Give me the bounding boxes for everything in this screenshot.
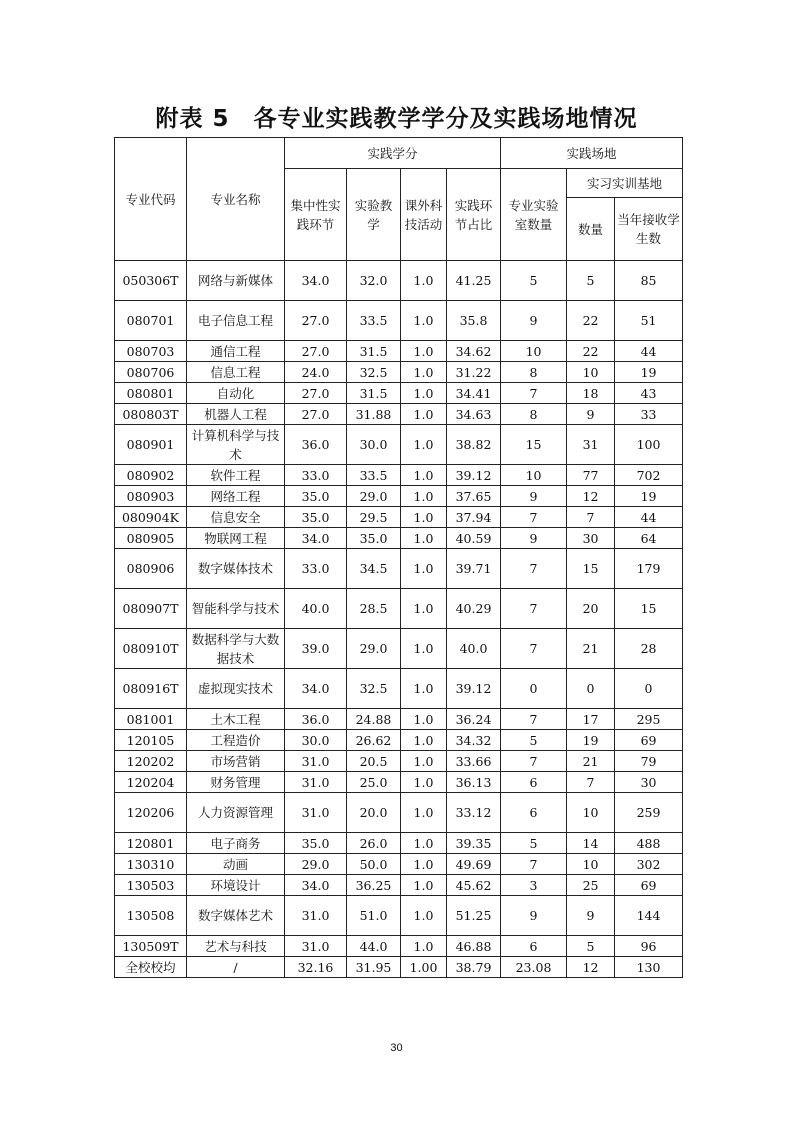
cell-code: 130508 (115, 896, 187, 936)
cell-name: 信息安全 (187, 507, 285, 528)
cell-experiment: 20.0 (347, 793, 401, 833)
cell-base-count: 12 (567, 486, 615, 507)
cell-base-count: 20 (567, 589, 615, 629)
cell-name: 工程造价 (187, 730, 285, 751)
cell-ratio: 35.8 (447, 301, 501, 341)
cell-experiment: 31.5 (347, 341, 401, 362)
cell-code: 080910T (115, 629, 187, 669)
cell-base-count: 10 (567, 362, 615, 383)
cell-concentrated: 29.0 (285, 854, 347, 875)
cell-concentrated: 35.0 (285, 486, 347, 507)
cell-base-count: 5 (567, 936, 615, 957)
cell-name: 软件工程 (187, 465, 285, 486)
header-students: 当年接收学生数 (615, 198, 683, 261)
cell-ratio: 46.88 (447, 936, 501, 957)
table-row (115, 936, 683, 957)
cell-base-count: 9 (567, 404, 615, 425)
cell-students: 64 (615, 528, 683, 549)
cell-ratio: 38.82 (447, 425, 501, 465)
cell-students: 19 (615, 362, 683, 383)
table-row (115, 751, 683, 772)
cell-name: 数据科学与大数据技术 (187, 629, 285, 669)
cell-code: 120801 (115, 833, 187, 854)
cell-code: 080801 (115, 383, 187, 404)
cell-extracurricular: 1.0 (401, 528, 447, 549)
cell-extracurricular: 1.0 (401, 896, 447, 936)
cell-base-count: 7 (567, 507, 615, 528)
cell-lab-count: 7 (501, 751, 567, 772)
cell-concentrated: 31.0 (285, 936, 347, 957)
cell-name: 网络与新媒体 (187, 261, 285, 301)
cell-students: 79 (615, 751, 683, 772)
cell-base-count: 31 (567, 425, 615, 465)
header-practice-sites: 实践场地 (501, 138, 683, 169)
cell-extracurricular: 1.0 (401, 709, 447, 730)
cell-students: 85 (615, 261, 683, 301)
cell-base-count: 25 (567, 875, 615, 896)
cell-lab-count: 3 (501, 875, 567, 896)
cell-lab-count: 23.08 (501, 957, 567, 978)
cell-name: 自动化 (187, 383, 285, 404)
cell-experiment: 29.0 (347, 629, 401, 669)
header-practice-credits: 实践学分 (285, 138, 501, 169)
cell-name: 数字媒体技术 (187, 549, 285, 589)
cell-code: 080902 (115, 465, 187, 486)
cell-lab-count: 6 (501, 936, 567, 957)
cell-extracurricular: 1.0 (401, 833, 447, 854)
cell-lab-count: 7 (501, 549, 567, 589)
cell-students: 69 (615, 730, 683, 751)
cell-ratio: 40.0 (447, 629, 501, 669)
cell-name: 通信工程 (187, 341, 285, 362)
cell-extracurricular: 1.0 (401, 793, 447, 833)
cell-ratio: 33.12 (447, 793, 501, 833)
cell-code: 080706 (115, 362, 187, 383)
cell-extracurricular: 1.0 (401, 549, 447, 589)
cell-experiment: 51.0 (347, 896, 401, 936)
cell-ratio: 39.12 (447, 465, 501, 486)
cell-extracurricular: 1.0 (401, 486, 447, 507)
cell-extracurricular: 1.0 (401, 383, 447, 404)
table-row (115, 730, 683, 751)
table-row (115, 772, 683, 793)
cell-base-count: 22 (567, 301, 615, 341)
cell-base-count: 21 (567, 629, 615, 669)
cell-name: 虚拟现实技术 (187, 669, 285, 709)
table-row (115, 709, 683, 730)
cell-base-count: 7 (567, 772, 615, 793)
cell-extracurricular: 1.00 (401, 957, 447, 978)
cell-ratio: 40.29 (447, 589, 501, 629)
cell-base-count: 77 (567, 465, 615, 486)
cell-base-count: 5 (567, 261, 615, 301)
cell-experiment: 34.5 (347, 549, 401, 589)
table-row (115, 528, 683, 549)
cell-concentrated: 34.0 (285, 669, 347, 709)
cell-lab-count: 9 (501, 528, 567, 549)
table-row (115, 896, 683, 936)
cell-lab-count: 6 (501, 772, 567, 793)
cell-code: 080905 (115, 528, 187, 549)
cell-extracurricular: 1.0 (401, 465, 447, 486)
cell-lab-count: 5 (501, 730, 567, 751)
cell-ratio: 34.41 (447, 383, 501, 404)
cell-students: 30 (615, 772, 683, 793)
cell-experiment: 31.88 (347, 404, 401, 425)
cell-concentrated: 35.0 (285, 507, 347, 528)
table-row (115, 425, 683, 465)
cell-lab-count: 6 (501, 793, 567, 833)
cell-experiment: 29.0 (347, 486, 401, 507)
cell-base-count: 18 (567, 383, 615, 404)
cell-extracurricular: 1.0 (401, 362, 447, 383)
cell-extracurricular: 1.0 (401, 730, 447, 751)
cell-experiment: 35.0 (347, 528, 401, 549)
cell-concentrated: 30.0 (285, 730, 347, 751)
cell-concentrated: 27.0 (285, 341, 347, 362)
cell-students: 100 (615, 425, 683, 465)
cell-code: 120202 (115, 751, 187, 772)
table-row (115, 341, 683, 362)
cell-name: 市场营销 (187, 751, 285, 772)
cell-extracurricular: 1.0 (401, 261, 447, 301)
header-lab-count: 专业实验室数量 (501, 169, 567, 261)
cell-extracurricular: 1.0 (401, 629, 447, 669)
cell-lab-count: 9 (501, 896, 567, 936)
cell-lab-count: 10 (501, 465, 567, 486)
cell-experiment: 32.0 (347, 261, 401, 301)
cell-students: 0 (615, 669, 683, 709)
cell-base-count: 21 (567, 751, 615, 772)
cell-code: 130509T (115, 936, 187, 957)
cell-lab-count: 8 (501, 362, 567, 383)
cell-experiment: 26.0 (347, 833, 401, 854)
cell-concentrated: 32.16 (285, 957, 347, 978)
cell-name: 环境设计 (187, 875, 285, 896)
cell-ratio: 36.13 (447, 772, 501, 793)
header-ratio: 实践环节占比 (447, 169, 501, 261)
cell-experiment: 50.0 (347, 854, 401, 875)
cell-extracurricular: 1.0 (401, 425, 447, 465)
table-row (115, 486, 683, 507)
cell-name: 财务管理 (187, 772, 285, 793)
cell-experiment: 30.0 (347, 425, 401, 465)
cell-code: 080803T (115, 404, 187, 425)
cell-concentrated: 34.0 (285, 875, 347, 896)
cell-extracurricular: 1.0 (401, 854, 447, 875)
cell-concentrated: 27.0 (285, 383, 347, 404)
cell-concentrated: 24.0 (285, 362, 347, 383)
cell-base-count: 14 (567, 833, 615, 854)
cell-base-count: 10 (567, 854, 615, 875)
cell-experiment: 20.5 (347, 751, 401, 772)
cell-extracurricular: 1.0 (401, 772, 447, 793)
cell-name: 人力资源管理 (187, 793, 285, 833)
cell-ratio: 41.25 (447, 261, 501, 301)
cell-code: 080906 (115, 549, 187, 589)
cell-students: 33 (615, 404, 683, 425)
cell-ratio: 38.79 (447, 957, 501, 978)
cell-lab-count: 7 (501, 383, 567, 404)
cell-name: 计算机科学与技术 (187, 425, 285, 465)
cell-code: 080907T (115, 589, 187, 629)
cell-lab-count: 5 (501, 261, 567, 301)
cell-ratio: 51.25 (447, 896, 501, 936)
cell-concentrated: 34.0 (285, 261, 347, 301)
cell-lab-count: 7 (501, 709, 567, 730)
table-row (115, 833, 683, 854)
cell-students: 259 (615, 793, 683, 833)
cell-lab-count: 10 (501, 341, 567, 362)
cell-concentrated: 31.0 (285, 793, 347, 833)
cell-name: 物联网工程 (187, 528, 285, 549)
cell-base-count: 9 (567, 896, 615, 936)
cell-name: 电子商务 (187, 833, 285, 854)
header-name: 专业名称 (187, 138, 285, 261)
cell-code: 080904K (115, 507, 187, 528)
cell-concentrated: 31.0 (285, 751, 347, 772)
cell-experiment: 31.5 (347, 383, 401, 404)
cell-concentrated: 36.0 (285, 709, 347, 730)
cell-extracurricular: 1.0 (401, 751, 447, 772)
cell-name: 土木工程 (187, 709, 285, 730)
cell-concentrated: 36.0 (285, 425, 347, 465)
cell-concentrated: 31.0 (285, 896, 347, 936)
cell-ratio: 37.65 (447, 486, 501, 507)
cell-code: 130503 (115, 875, 187, 896)
cell-students: 51 (615, 301, 683, 341)
page-title: 附表 5 各专业实践教学学分及实践场地情况 (155, 106, 638, 132)
table-row (115, 669, 683, 709)
cell-extracurricular: 1.0 (401, 341, 447, 362)
cell-experiment: 29.5 (347, 507, 401, 528)
header-experiment: 实验教学 (347, 169, 401, 261)
cell-base-count: 15 (567, 549, 615, 589)
cell-code: 081001 (115, 709, 187, 730)
cell-code: 080916T (115, 669, 187, 709)
table-row (115, 957, 683, 978)
table-row (115, 261, 683, 301)
cell-extracurricular: 1.0 (401, 507, 447, 528)
cell-students: 130 (615, 957, 683, 978)
cell-concentrated: 35.0 (285, 833, 347, 854)
table-row (115, 404, 683, 425)
header-base-group: 实习实训基地 (567, 169, 683, 198)
cell-ratio: 40.59 (447, 528, 501, 549)
table-row (115, 549, 683, 589)
table-row (115, 507, 683, 528)
cell-experiment: 25.0 (347, 772, 401, 793)
cell-students: 15 (615, 589, 683, 629)
cell-lab-count: 7 (501, 507, 567, 528)
cell-name: 网络工程 (187, 486, 285, 507)
cell-name: 机器人工程 (187, 404, 285, 425)
cell-concentrated: 40.0 (285, 589, 347, 629)
cell-experiment: 33.5 (347, 301, 401, 341)
cell-students: 295 (615, 709, 683, 730)
cell-code: 120206 (115, 793, 187, 833)
table-row (115, 465, 683, 486)
cell-extracurricular: 1.0 (401, 875, 447, 896)
header-extracurricular: 课外科技活动 (401, 169, 447, 261)
cell-name: 艺术与科技 (187, 936, 285, 957)
cell-students: 702 (615, 465, 683, 486)
cell-experiment: 26.62 (347, 730, 401, 751)
cell-students: 28 (615, 629, 683, 669)
cell-name: / (187, 957, 285, 978)
cell-extracurricular: 1.0 (401, 589, 447, 629)
table-row (115, 362, 683, 383)
page-number: 30 (390, 1042, 403, 1054)
cell-experiment: 24.88 (347, 709, 401, 730)
table-row (115, 589, 683, 629)
cell-experiment: 28.5 (347, 589, 401, 629)
cell-experiment: 32.5 (347, 362, 401, 383)
cell-ratio: 45.62 (447, 875, 501, 896)
cell-students: 19 (615, 486, 683, 507)
cell-concentrated: 34.0 (285, 528, 347, 549)
cell-experiment: 32.5 (347, 669, 401, 709)
cell-lab-count: 9 (501, 486, 567, 507)
cell-students: 144 (615, 896, 683, 936)
cell-code: 130310 (115, 854, 187, 875)
cell-experiment: 36.25 (347, 875, 401, 896)
cell-base-count: 30 (567, 528, 615, 549)
cell-extracurricular: 1.0 (401, 669, 447, 709)
cell-lab-count: 7 (501, 629, 567, 669)
cell-code: 080703 (115, 341, 187, 362)
cell-code: 120105 (115, 730, 187, 751)
cell-ratio: 31.22 (447, 362, 501, 383)
table-row (115, 383, 683, 404)
table-row (115, 875, 683, 896)
cell-students: 69 (615, 875, 683, 896)
cell-name: 智能科学与技术 (187, 589, 285, 629)
cell-extracurricular: 1.0 (401, 301, 447, 341)
cell-base-count: 10 (567, 793, 615, 833)
cell-ratio: 39.12 (447, 669, 501, 709)
cell-base-count: 0 (567, 669, 615, 709)
cell-name: 数字媒体艺术 (187, 896, 285, 936)
cell-base-count: 12 (567, 957, 615, 978)
cell-concentrated: 31.0 (285, 772, 347, 793)
cell-experiment: 31.95 (347, 957, 401, 978)
cell-concentrated: 27.0 (285, 301, 347, 341)
cell-code: 120204 (115, 772, 187, 793)
cell-code: 080701 (115, 301, 187, 341)
table-row (115, 629, 683, 669)
cell-lab-count: 9 (501, 301, 567, 341)
cell-ratio: 33.66 (447, 751, 501, 772)
cell-students: 44 (615, 507, 683, 528)
cell-code: 080901 (115, 425, 187, 465)
header-base-count: 数量 (567, 198, 615, 261)
cell-name: 信息工程 (187, 362, 285, 383)
cell-name: 动画 (187, 854, 285, 875)
cell-code: 全校校均 (115, 957, 187, 978)
cell-ratio: 34.32 (447, 730, 501, 751)
table-row (115, 854, 683, 875)
cell-lab-count: 5 (501, 833, 567, 854)
cell-students: 488 (615, 833, 683, 854)
cell-ratio: 39.71 (447, 549, 501, 589)
cell-concentrated: 33.0 (285, 549, 347, 589)
cell-extracurricular: 1.0 (401, 936, 447, 957)
cell-concentrated: 39.0 (285, 629, 347, 669)
cell-code: 080903 (115, 486, 187, 507)
cell-experiment: 44.0 (347, 936, 401, 957)
cell-name: 电子信息工程 (187, 301, 285, 341)
cell-lab-count: 15 (501, 425, 567, 465)
cell-ratio: 34.63 (447, 404, 501, 425)
cell-ratio: 36.24 (447, 709, 501, 730)
cell-ratio: 49.69 (447, 854, 501, 875)
cell-lab-count: 0 (501, 669, 567, 709)
cell-base-count: 19 (567, 730, 615, 751)
cell-experiment: 33.5 (347, 465, 401, 486)
cell-ratio: 39.35 (447, 833, 501, 854)
practice-table (114, 137, 683, 978)
cell-concentrated: 33.0 (285, 465, 347, 486)
cell-ratio: 37.94 (447, 507, 501, 528)
table-row (115, 793, 683, 833)
cell-students: 44 (615, 341, 683, 362)
header-concentrated: 集中性实践环节 (285, 169, 347, 261)
table-row (115, 301, 683, 341)
cell-lab-count: 7 (501, 854, 567, 875)
cell-students: 96 (615, 936, 683, 957)
cell-extracurricular: 1.0 (401, 404, 447, 425)
cell-students: 43 (615, 383, 683, 404)
cell-lab-count: 8 (501, 404, 567, 425)
header-code: 专业代码 (115, 138, 187, 261)
cell-code: 050306T (115, 261, 187, 301)
cell-students: 302 (615, 854, 683, 875)
cell-concentrated: 27.0 (285, 404, 347, 425)
cell-students: 179 (615, 549, 683, 589)
cell-ratio: 34.62 (447, 341, 501, 362)
cell-base-count: 17 (567, 709, 615, 730)
cell-base-count: 22 (567, 341, 615, 362)
cell-lab-count: 7 (501, 589, 567, 629)
